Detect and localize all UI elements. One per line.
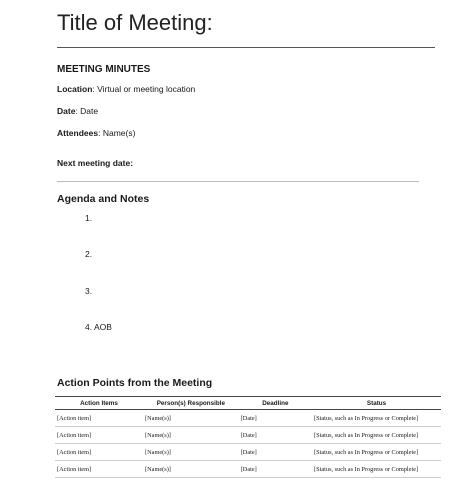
attendees-label: Attendees xyxy=(57,128,99,138)
person-cell: [Name(s)] xyxy=(143,427,239,444)
column-header-status: Status xyxy=(312,397,441,410)
deadline-cell: [Date] xyxy=(239,461,312,478)
action-points-heading: Action Points from the Meeting xyxy=(57,377,213,389)
location-value: Virtual or meeting location xyxy=(97,84,196,94)
agenda-heading: Agenda and Notes xyxy=(57,193,150,205)
deadline-cell: [Date] xyxy=(239,427,312,444)
attendees-line: Attendees: Name(s) xyxy=(57,128,136,138)
action-item-cell: [Action item] xyxy=(55,410,143,427)
column-header-persons: Person(s) Responsible xyxy=(143,397,239,410)
agenda-item: 1. xyxy=(85,213,93,223)
location-label: Location xyxy=(57,84,93,94)
attendees-value: Name(s) xyxy=(102,128,136,138)
minutes-heading: MEETING MINUTES xyxy=(57,64,151,75)
action-item-cell: [Action item] xyxy=(55,461,143,478)
action-item-cell: [Action item] xyxy=(55,427,143,444)
table-row xyxy=(55,427,441,444)
title-divider xyxy=(57,47,435,48)
agenda-item: 3. xyxy=(85,286,93,296)
person-cell: [Name(s)] xyxy=(143,461,239,478)
column-header-deadline: Deadline xyxy=(239,397,312,410)
date-line: Date: Date xyxy=(57,106,99,116)
table-row xyxy=(55,410,441,427)
section-divider xyxy=(57,181,419,182)
status-cell: [Status, such as In Progress or Complete] xyxy=(312,444,441,461)
person-cell: [Name(s)] xyxy=(143,444,239,461)
table-header-row xyxy=(55,397,441,410)
date-value: Date xyxy=(80,106,99,116)
status-cell: [Status, such as In Progress or Complete] xyxy=(312,410,441,427)
column-header-action-items: Action Items xyxy=(55,397,143,410)
location-line: Location: Virtual or meeting location xyxy=(57,84,196,94)
deadline-cell: [Date] xyxy=(239,444,312,461)
action-points-table xyxy=(55,396,441,478)
status-cell: [Status, such as In Progress or Complete] xyxy=(312,461,441,478)
action-item-cell: [Action item] xyxy=(55,444,143,461)
meeting-title: Title of Meeting: xyxy=(57,10,213,35)
status-cell: [Status, such as In Progress or Complete] xyxy=(312,427,441,444)
next-meeting-label: Next meeting date: xyxy=(57,158,134,168)
deadline-cell: [Date] xyxy=(239,410,312,427)
table-row xyxy=(55,444,441,461)
date-label: Date xyxy=(57,106,76,116)
agenda-item: 4. AOB xyxy=(85,322,112,332)
agenda-item: 2. xyxy=(85,249,93,259)
table-row xyxy=(55,461,441,478)
person-cell: [Name(s)] xyxy=(143,410,239,427)
